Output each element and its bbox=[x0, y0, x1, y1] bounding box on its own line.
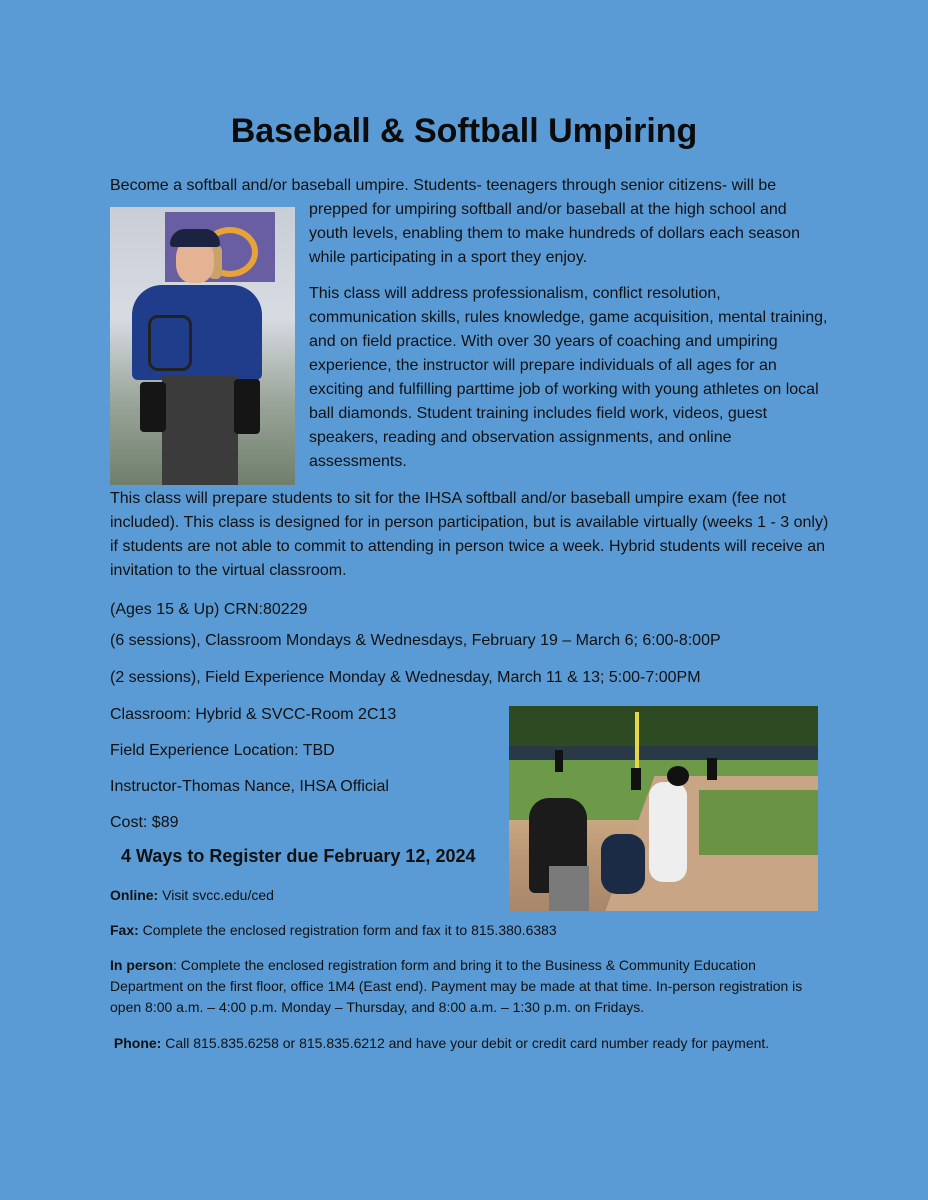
photo-fielder bbox=[555, 750, 563, 772]
field-location: Field Experience Location: TBD bbox=[110, 742, 335, 759]
register-online bbox=[110, 885, 830, 906]
intro-paragraph-start: Become a softball and/or baseball umpire. Students- teenagers through senior citizens- will be bbox=[110, 177, 777, 194]
photo-fielder bbox=[631, 768, 641, 790]
register-phone-label: Phone: bbox=[113, 1035, 162, 1051]
intro-paragraph-continued: prepped for umpiring softball and/or baseball at the high school and youth levels, enabling them to make hundreds of dollars each season while participating in a sport they enjoy. bbox=[309, 201, 800, 266]
photo-infield-grass bbox=[699, 790, 818, 855]
cost: Cost: $89 bbox=[110, 814, 179, 831]
register-fax-text: Complete the enclosed registration form and fax it to 815.380.6383 bbox=[138, 922, 557, 938]
classroom-sessions: (6 sessions), Classroom Mondays & Wednesdays, February 19 – March 6; 6:00-8:00P bbox=[110, 632, 721, 649]
umpire-ball-bag-left bbox=[140, 382, 166, 432]
register-in-person-label: In person bbox=[110, 957, 174, 973]
photo-batter-helmet bbox=[667, 766, 689, 786]
photo-foul-pole bbox=[635, 712, 639, 772]
register-fax-label: Fax: bbox=[110, 922, 139, 938]
register-in-person-text: : Complete the enclosed registration form and bring it to the Business & Community Education Department on the first floor, office 1M4 (East end). Payment may be made at that time. In-person registration is open 8:00 a.m. – 4:00 p.m. Monday – Thursday, and 8:00 a.m. – 1:30 p.m. on Fridays. bbox=[110, 957, 803, 1015]
photo-batter bbox=[649, 782, 687, 882]
baseball-game-photo bbox=[509, 706, 818, 911]
course-description-paragraph: This class will address professionalism, conflict resolution, communication skills, rules knowledge, game acquisition, mental training, and on field practice. With over 30 years of coaching and umpiring experience, the instructor will prepare individuals of all ages for an exciting and fulfilling parttime job of working with young athletes on local ball diamonds. Student training includes field work, videos, guest speakers, reading and observation assignments, and online assessments. bbox=[309, 285, 828, 470]
field-sessions: (2 sessions), Field Experience Monday & Wednesday, March 11 & 13; 5:00-7:00PM bbox=[110, 669, 701, 686]
umpire-cap bbox=[170, 229, 220, 247]
classroom-location: Classroom: Hybrid & SVCC-Room 2C13 bbox=[110, 706, 397, 723]
umpire-ball-bag-right bbox=[234, 379, 260, 434]
instructor: Instructor-Thomas Nance, IHSA Official bbox=[110, 778, 389, 795]
register-heading: 4 Ways to Register due February 12, 2024 bbox=[121, 846, 476, 866]
photo-trees bbox=[509, 706, 818, 746]
umpire-photo bbox=[110, 207, 295, 485]
register-online-text: Visit svcc.edu/ced bbox=[158, 887, 274, 903]
register-in-person bbox=[110, 955, 830, 1018]
register-phone-text: Call 815.835.6258 or 815.835.6212 and have your debit or credit card number ready for payment. bbox=[161, 1035, 770, 1051]
umpire-pants bbox=[162, 375, 238, 485]
photo-fielder bbox=[707, 758, 717, 780]
exam-info-paragraph: This class will prepare students to sit for the IHSA softball and/or baseball umpire exam (fee not included). This class is designed for in person participation, but is available virtually (weeks 1 - 3 only) if students are not able to commit to attending in person twice a week. Hybrid students will receive an invitation to the virtual classroom. bbox=[110, 490, 829, 579]
ages-crn: (Ages 15 & Up) CRN:80229 bbox=[110, 601, 308, 618]
register-phone bbox=[110, 1033, 830, 1054]
register-fax bbox=[110, 920, 830, 941]
page-title: Baseball & Softball Umpiring bbox=[230, 112, 698, 150]
register-online-label: Online: bbox=[110, 887, 159, 903]
umpire-mask bbox=[148, 315, 192, 371]
